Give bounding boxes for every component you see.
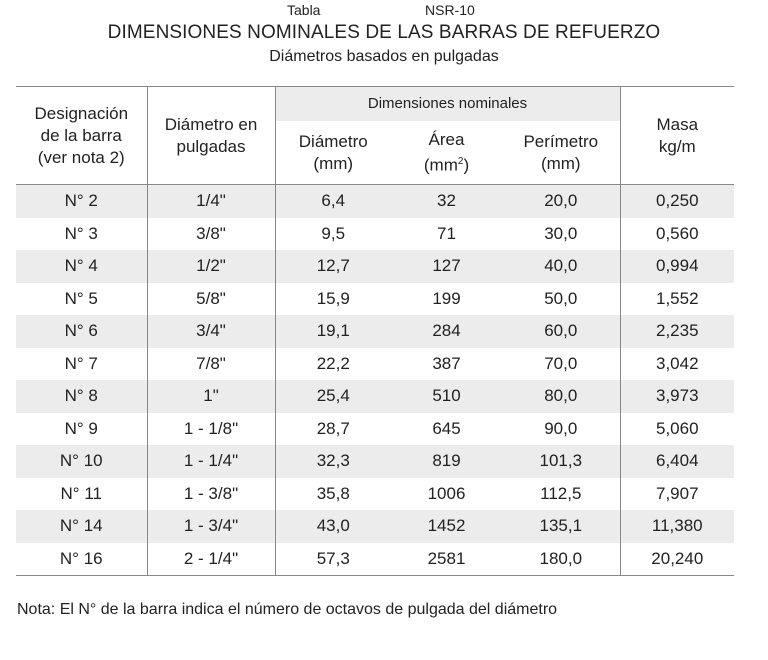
cell-pulgadas: 1 - 1/8"	[147, 413, 275, 446]
cell-perimetro: 40,0	[502, 250, 620, 283]
table-row	[16, 218, 734, 251]
table-row	[16, 283, 734, 316]
header-perimetro-text: Perímetro (mm)	[523, 131, 599, 173]
cell-perimetro: 80,0	[502, 380, 620, 413]
cell-masa: 1,552	[620, 283, 734, 316]
cell-designacion: N° 14	[16, 510, 147, 543]
cell-area: 127	[391, 250, 502, 283]
standard-label: NSR-10	[425, 2, 475, 18]
cell-area: 510	[391, 380, 502, 413]
caption-labels	[0, 2, 768, 18]
cell-designacion: N° 16	[16, 543, 147, 576]
cell-diametro-mm: 32,3	[275, 445, 391, 478]
cell-area: 1452	[391, 510, 502, 543]
cell-designacion: N° 2	[16, 185, 147, 218]
cell-masa: 3,973	[620, 380, 734, 413]
header-designacion	[16, 87, 147, 185]
table-row	[16, 185, 734, 218]
table-row	[16, 510, 734, 543]
cell-masa: 0,560	[620, 218, 734, 251]
cell-perimetro: 180,0	[502, 543, 620, 576]
header-diametro-mm	[275, 121, 391, 185]
cell-pulgadas: 1"	[147, 380, 275, 413]
header-area	[391, 121, 502, 185]
table-row	[16, 543, 734, 576]
header-masa	[620, 87, 734, 185]
cell-designacion: N° 8	[16, 380, 147, 413]
cell-diametro-mm: 35,8	[275, 478, 391, 511]
cell-designacion: N° 10	[16, 445, 147, 478]
cell-pulgadas: 7/8"	[147, 348, 275, 381]
cell-pulgadas: 2 - 1/4"	[147, 543, 275, 576]
table-label: Tabla	[287, 2, 321, 18]
table-row	[16, 445, 734, 478]
cell-diametro-mm: 9,5	[275, 218, 391, 251]
cell-pulgadas: 3/8"	[147, 218, 275, 251]
cell-masa: 5,060	[620, 413, 734, 446]
cell-perimetro: 60,0	[502, 315, 620, 348]
cell-area: 645	[432, 418, 461, 438]
table-title: DIMENSIONES NOMINALES DE LAS BARRAS DE REFUERZO	[107, 22, 661, 43]
cell-designacion: N° 7	[64, 353, 98, 373]
cell-designacion: N° 4	[16, 250, 147, 283]
header-perimetro	[502, 121, 620, 185]
cell-masa: 2,235	[620, 315, 734, 348]
cell-designacion: N° 5	[64, 288, 98, 308]
cell-area: 32	[391, 185, 502, 218]
cell-perimetro: 135,1	[502, 510, 620, 543]
cell-diametro-mm: 28,7	[275, 413, 391, 446]
table-subtitle: Diámetros basados en pulgadas	[269, 48, 499, 65]
table-note: Nota: El N° de la barra indica el número de octavos de pulgada del diámetro	[17, 601, 558, 618]
cell-pulgadas: 5/8"	[147, 283, 275, 316]
cell-pulgadas: 3/4"	[147, 315, 275, 348]
cell-perimetro: 50,0	[544, 288, 578, 308]
table-row	[16, 478, 734, 511]
cell-perimetro: 30,0	[544, 223, 578, 243]
cell-diametro-mm: 12,7	[275, 250, 391, 283]
cell-designacion: N° 9	[64, 418, 98, 438]
cell-diametro-mm: 6,4	[275, 185, 391, 218]
cell-masa: 6,404	[620, 445, 734, 478]
header-dimensiones-nominales: Dimensiones nominales	[275, 87, 620, 122]
header-area-unit	[391, 151, 502, 177]
cell-area: 819	[391, 445, 502, 478]
cell-pulgadas: 1/2"	[147, 250, 275, 283]
cell-perimetro: 20,0	[502, 185, 620, 218]
header-pulgadas-text: Diámetro en pulgadas	[164, 114, 258, 156]
cell-diametro-mm: 57,3	[275, 543, 391, 576]
cell-area: 2581	[391, 543, 502, 576]
table-row	[16, 250, 734, 283]
cell-pulgadas: 1/4"	[147, 185, 275, 218]
header-designacion-text: Designación de la barra (ver nota 2)	[34, 103, 129, 167]
header-masa-text: Masa kg/m	[656, 114, 699, 156]
table-row	[16, 315, 734, 348]
cell-pulgadas: 1 - 3/8"	[147, 478, 275, 511]
cell-designacion: N° 6	[16, 315, 147, 348]
cell-perimetro: 101,3	[502, 445, 620, 478]
cell-area: 199	[432, 288, 461, 308]
cell-diametro-mm: 43,0	[275, 510, 391, 543]
rebar-dimensions-table	[16, 86, 734, 576]
table-body	[16, 185, 734, 576]
cell-masa: 0,994	[620, 250, 734, 283]
cell-masa: 11,380	[620, 510, 734, 543]
cell-perimetro: 112,5	[540, 483, 582, 503]
cell-diametro-mm: 25,4	[275, 380, 391, 413]
cell-diametro-mm: 15,9	[275, 283, 391, 316]
cell-masa: 20,240	[620, 543, 734, 576]
cell-area: 387	[432, 353, 461, 373]
cell-pulgadas: 1 - 1/4"	[147, 445, 275, 478]
area-unit-close: )	[463, 155, 470, 175]
cell-perimetro: 70,0	[544, 353, 578, 373]
cell-area: 284	[391, 315, 502, 348]
table-row	[16, 413, 734, 446]
header-pulgadas	[147, 87, 275, 185]
header-area-word: Área	[428, 129, 465, 149]
cell-masa: 7,907	[620, 478, 734, 511]
area-unit-sup: 2	[457, 155, 464, 167]
cell-masa: 0,250	[620, 185, 734, 218]
area-unit-text: (mm	[423, 155, 458, 175]
cell-area: 71	[437, 223, 456, 243]
cell-pulgadas: 1 - 3/4"	[147, 510, 275, 543]
cell-masa: 3,042	[620, 348, 734, 381]
cell-perimetro: 90,0	[544, 418, 578, 438]
cell-designacion: N° 3	[64, 223, 98, 243]
cell-area: 1006	[427, 483, 466, 503]
table-row	[16, 348, 734, 381]
cell-diametro-mm: 19,1	[275, 315, 391, 348]
cell-diametro-mm: 22,2	[275, 348, 391, 381]
header-diametro-text: Diámetro (mm)	[298, 131, 368, 173]
cell-designacion: N° 11	[60, 483, 102, 503]
table-row	[16, 380, 734, 413]
